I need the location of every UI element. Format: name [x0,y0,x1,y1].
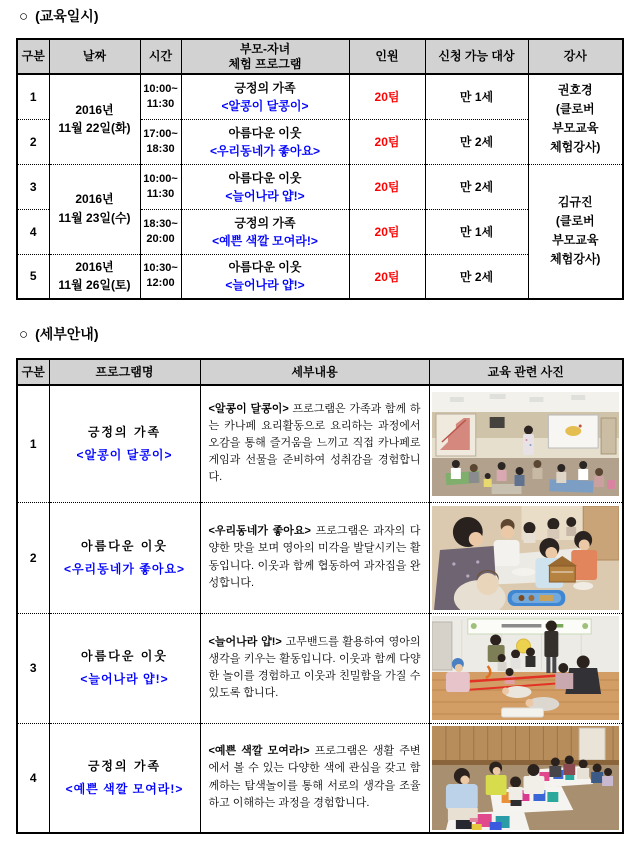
detail-body: 고무밴드를 활용하여 영아의 생각을 키우는 활동입니다. 이웃과 함께 다양한 놀이를 경험하고 이웃과 친밀함을 가질 수 있도록 합니다. [208,635,421,700]
photo-classroom-projector-session [432,392,619,496]
cell-count: 20팀 [349,74,425,119]
cell-program-name [49,502,200,613]
col-header-program [181,39,349,74]
cell-no: 2 [17,502,49,613]
date-line1: 2016년 [75,102,114,117]
cell-count: 20팀 [349,164,425,209]
program-title: 긍정의 가족 [234,215,296,230]
cell-photo [429,502,623,613]
col-header-photo: 교육 관련 사진 [429,359,623,385]
cell-program-name [49,723,200,833]
instructor-line: 김규진 [557,194,593,209]
detail-lead: <늘어나라 얍!> [208,635,282,648]
date-line1: 2016년 [75,192,114,207]
detail-body: 프로그램은 가족과 함께 하는 카나페 요리활동으로 요리하는 과정에서 오감을 통해 즐거움을 느끼고 직접 카나페로 게임과 선물을 준비하여 성취감을 경험합니다. [208,403,421,484]
col-header-count: 인원 [349,39,425,74]
cell-photo [429,613,623,723]
cell-time [140,119,181,164]
schedule-header-row [17,39,623,74]
instructor-line: (클로버 [555,214,595,229]
detail-lead: <알콩이 달콩이> [208,403,289,416]
col-header-program-line1: 부모-자녀 [239,41,291,56]
cell-program-name [49,385,200,502]
details-row-1 [17,385,623,502]
time-line2: 20:00 [146,232,175,245]
section-title-detail-guide [19,324,98,344]
circle-bullet-icon: ○ [19,325,29,343]
details-row-2 [17,502,623,613]
cell-no: 3 [17,164,49,209]
photo-rubber-band-play [432,616,619,720]
instructor-line: 부모교육 [552,121,599,136]
cell-instructor [528,164,623,299]
program-subtitle: <알콩이 달콩이> [76,447,173,462]
cell-target: 만 1세 [425,74,528,119]
time-line1: 10:00~ [143,172,178,185]
cell-photo [429,723,623,833]
program-title: 긍정의 가족 [87,758,162,773]
section-title-text: (세부안내) [35,326,99,342]
cell-date [49,254,140,299]
schedule-row-1 [17,74,623,119]
cell-instructor [528,74,623,164]
date-line2: 11월 22일(화) [58,121,131,136]
col-header-target: 신청 가능 대상 [425,39,528,74]
cell-date [49,74,140,164]
detail-lead: <예쁜 색깔 모여라!> [208,745,310,758]
program-subtitle: <알콩이 달콩이> [221,98,309,113]
time-line2: 12:00 [146,277,175,290]
circle-bullet-icon: ○ [19,7,29,25]
instructor-line: 체험강사) [550,140,601,155]
time-line2: 18:30 [146,142,175,155]
program-subtitle: <늘어나라 얍!> [80,672,169,686]
cell-date [49,164,140,254]
program-title: 긍정의 가족 [234,80,296,95]
col-header-time: 시간 [140,39,181,74]
instructor-line: 체험강사) [550,252,601,267]
program-title: 아름다운 이웃 [81,649,168,664]
cell-no: 1 [17,74,49,119]
time-line2: 11:30 [146,187,175,200]
instructor-line: (클로버 [555,102,595,117]
schedule-row-3 [17,164,623,209]
cell-program-name [49,613,200,723]
cell-program [181,254,349,299]
date-line2: 11월 23일(수) [58,211,131,225]
cell-time [140,74,181,119]
education-schedule-table [16,38,624,300]
cell-target: 만 2세 [425,119,528,164]
program-subtitle: <늘어나라 얍!> [225,188,305,203]
instructor-line: 권호경 [557,82,593,97]
program-details-table [16,358,624,834]
time-line2: 11:30 [146,97,175,110]
date-line1: 2016년 [75,259,114,274]
cell-program [181,74,349,119]
cell-no: 4 [17,209,49,254]
cell-program [181,119,349,164]
time-line1: 10:30~ [143,262,178,275]
cell-detail-text [200,385,429,502]
cell-no: 4 [17,723,49,833]
program-subtitle: <예쁜 색깔 모여라!> [65,781,184,796]
instructor-line: 부모교육 [552,233,599,248]
time-line1: 10:00~ [143,82,178,95]
col-header-instructor: 강사 [528,39,623,74]
program-title: 아름다운 이웃 [228,170,302,185]
program-subtitle: <늘어나라 얍!> [225,278,305,293]
program-title: 아름다운 이웃 [228,125,302,140]
cell-time [140,164,181,209]
cell-detail-text [200,613,429,723]
time-line1: 17:00~ [143,127,178,140]
cell-no: 3 [17,613,49,723]
cell-target: 만 1세 [425,209,528,254]
cell-detail-text [200,502,429,613]
program-title: 아름다운 이웃 [228,260,302,275]
col-header-no: 구분 [17,39,49,74]
cell-detail-text [200,723,429,833]
cell-count: 20팀 [349,209,425,254]
program-title: 아름다운 이웃 [81,538,168,553]
cell-target: 만 2세 [425,254,528,299]
details-header-row [17,359,623,385]
col-header-date: 날짜 [49,39,140,74]
cell-no: 2 [17,119,49,164]
detail-body: 프로그램은 과자의 다양한 맛을 보며 영아의 미각을 발달시키는 활동입니다. 이웃과 함께 협동하여 과자집을 완성합니다. [208,525,421,589]
details-row-3 [17,613,623,723]
program-title: 긍정의 가족 [87,424,162,439]
cell-count: 20팀 [349,119,425,164]
program-subtitle: <우리동네가 좋아요> [209,143,321,158]
program-subtitle: <우리동네가 좋아요> [63,561,186,576]
section-title-education-schedule [19,6,98,26]
program-subtitle: <예쁜 색깔 모여라!> [212,233,318,248]
cell-program [181,209,349,254]
cell-photo [429,385,623,502]
cell-program [181,164,349,209]
section-title-text: (교육일시) [35,8,99,24]
col-header-no: 구분 [17,359,49,385]
cell-target: 만 2세 [425,164,528,209]
cell-time [140,254,181,299]
cell-no: 1 [17,385,49,502]
time-line1: 18:30~ [143,217,178,230]
cell-time [140,209,181,254]
photo-color-paper-exploration [432,726,619,830]
col-header-program-name: 프로그램명 [49,359,200,385]
detail-body: 프로그램은 생활 주변에서 볼 수 있는 다양한 색에 관심을 갖고 함께하는 탐색놀이를 통해 서로의 생각을 조율하고 이해하는 과정을 경험합니다. [208,745,421,809]
date-line2: 11월 26일(토) [58,278,131,293]
detail-lead: <우리동네가 좋아요> [208,525,311,538]
cell-count: 20팀 [349,254,425,299]
photo-snack-house-activity [432,506,619,610]
details-row-4 [17,723,623,833]
col-header-program-line2: 체험 프로그램 [228,56,302,71]
col-header-content: 세부내용 [200,359,429,385]
cell-no: 5 [17,254,49,299]
